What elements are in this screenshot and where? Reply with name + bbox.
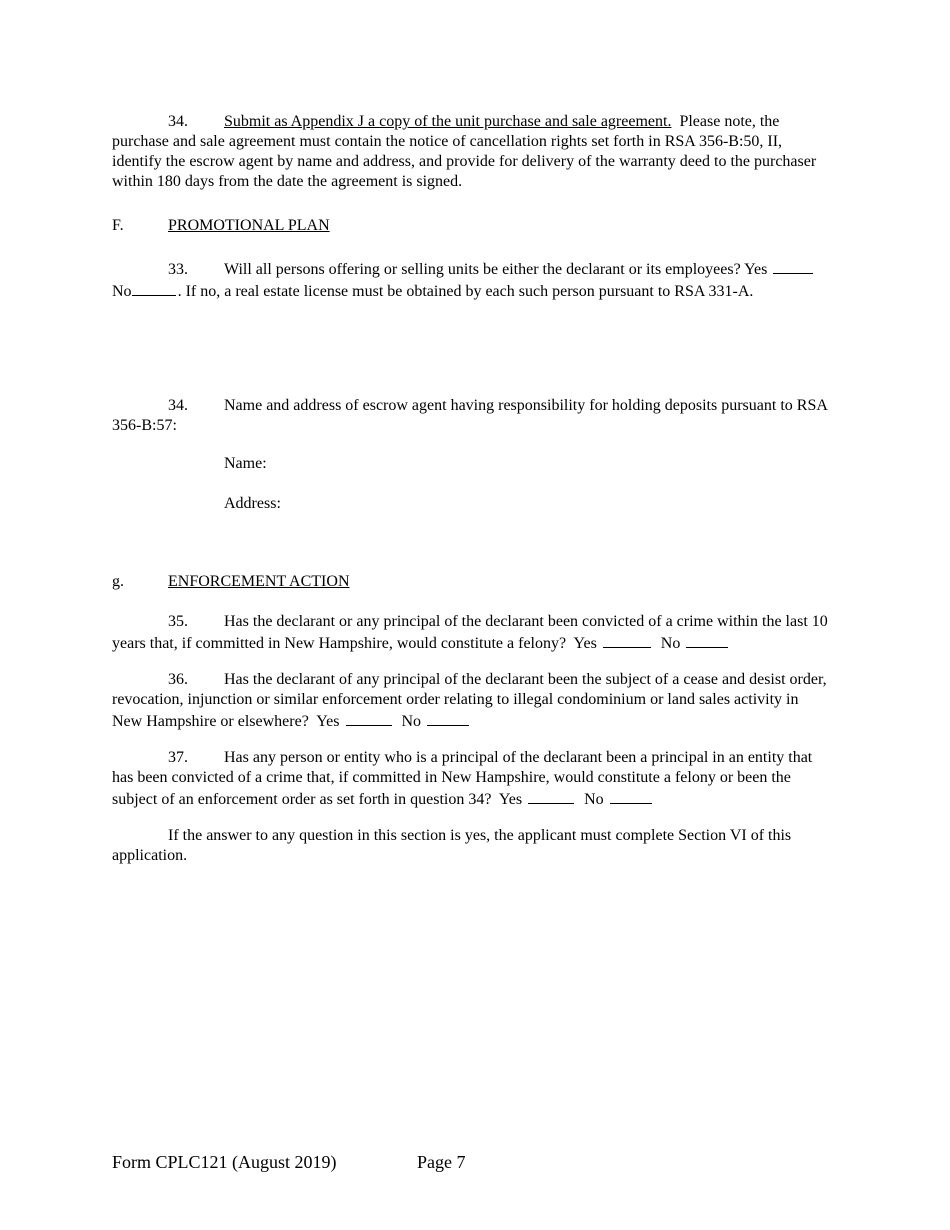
section-letter: g.	[112, 573, 124, 590]
no-label: No	[660, 635, 681, 652]
item-number: 37.	[168, 749, 188, 766]
yes-label: Yes	[744, 261, 768, 278]
item-text: Has the declarant or any principal of the declarant been convicted of a crime within the last 10 years that, if committed in New Hampshire, would constitute a felony?	[112, 613, 828, 652]
yes-answer-blank[interactable]	[528, 788, 574, 804]
section-title: PROMOTIONAL PLAN	[168, 217, 330, 234]
section-heading-promotional-plan	[112, 216, 330, 236]
item-underlined-instruction: Submit as Appendix J a copy of the unit purchase and sale agreement.	[224, 113, 672, 130]
page-number: Page 7	[417, 1152, 466, 1172]
no-label: No	[401, 713, 422, 730]
no-label: No	[112, 283, 132, 300]
closing-instruction	[112, 826, 828, 866]
no-answer-blank[interactable]	[610, 788, 652, 804]
item-number: 34.	[168, 397, 188, 414]
item-34-escrow-agent	[112, 396, 828, 436]
item-number: 36.	[168, 671, 188, 688]
escrow-address-label: Address:	[224, 495, 281, 512]
no-answer-blank[interactable]	[427, 710, 469, 726]
escrow-name-label: Name:	[224, 455, 267, 472]
page-footer	[112, 1151, 466, 1173]
section-heading-enforcement-action	[112, 572, 350, 592]
yes-label: Yes	[498, 791, 523, 808]
item-34-appendix-j	[112, 112, 828, 192]
yes-answer-blank[interactable]	[603, 632, 651, 648]
no-answer-blank[interactable]	[686, 632, 728, 648]
item-text: Please note, the purchase and sale agreement must contain the notice of cancellation rights set forth in RSA 356-B:50, II, identify the escrow agent by name and address, and provide for delivery of the warranty deed to the purchaser within 180 days from the date the agreement is signed.	[112, 113, 817, 190]
item-text: Name and address of escrow agent having responsibility for holding deposits pursuant to RSA 356-B:57:	[112, 397, 828, 434]
no-answer-blank[interactable]	[132, 280, 176, 296]
item-33	[112, 258, 828, 302]
item-36	[112, 670, 828, 732]
item-number: 33.	[168, 261, 188, 278]
item-37	[112, 748, 828, 810]
item-text: Will all persons offering or selling units be either the declarant or its employees?	[224, 261, 741, 278]
yes-label: Yes	[316, 713, 340, 730]
item-text: Has any person or entity who is a principal of the declarant been a principal in an entity that has been convicted of a crime that, if committed in New Hampshire, would constitute a felony or been the subject of an enforcement order as set forth in question 34?	[112, 749, 813, 808]
no-label: No	[584, 791, 604, 808]
item-35	[112, 612, 828, 654]
item-number: 34.	[168, 113, 188, 130]
yes-answer-blank[interactable]	[773, 258, 813, 274]
yes-answer-blank[interactable]	[346, 710, 392, 726]
section-letter: F.	[112, 217, 124, 234]
item-number: 35.	[168, 613, 188, 630]
item-text-continued: . If no, a real estate license must be obtained by each such person pursuant to RSA 331-A.	[177, 283, 754, 300]
section-title: ENFORCEMENT ACTION	[168, 573, 350, 590]
yes-label: Yes	[573, 635, 597, 652]
closing-text: If the answer to any question in this section is yes, the applicant must complete Section VI of this application.	[112, 827, 792, 864]
item-text: Has the declarant of any principal of the declarant been the subject of a cease and desist order, revocation, injunction or similar enforcement order relating to illegal condominium or land sales activity in New Hampshire or elsewhere?	[112, 671, 827, 730]
form-identifier: Form CPLC121 (August 2019)	[112, 1152, 337, 1172]
